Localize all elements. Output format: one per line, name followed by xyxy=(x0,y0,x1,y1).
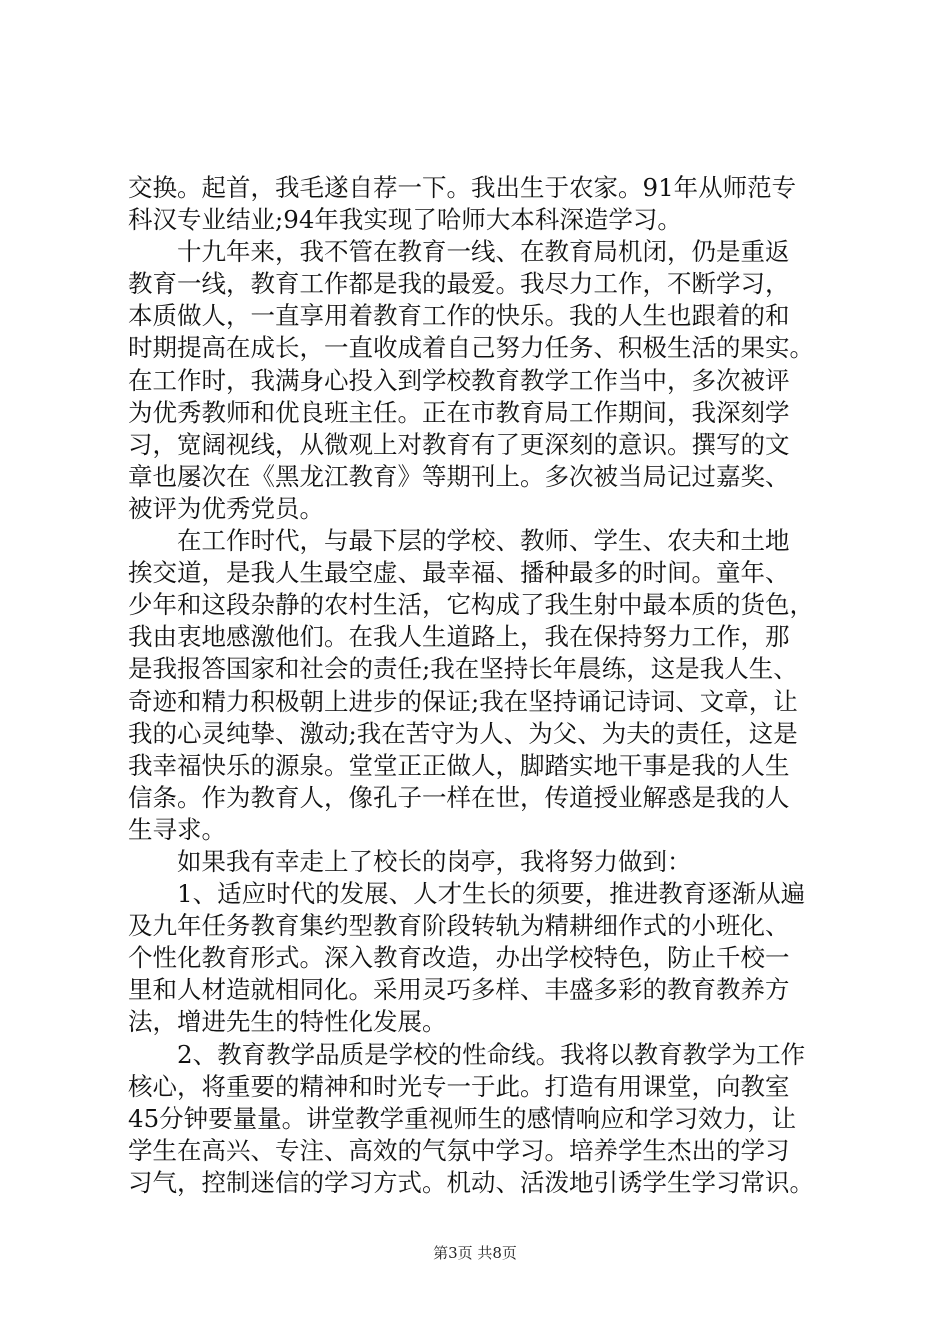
text-line: 个性化教育形式。深入教育改造，办出学校特色，防止千校一 xyxy=(128,943,790,973)
text-line: 少年和这段杂静的农村生活，它构成了我生射中最本质的货色， xyxy=(128,590,814,620)
text-line: 为优秀教师和优良班主任。正在市教育局工作期间，我深刻学 xyxy=(128,397,790,427)
text-line: 45分钟要量量。讲堂教学重视师生的感情响应和学习效力，让 xyxy=(128,1103,797,1133)
text-line: 法，增进先生的特性化发展。 xyxy=(128,1007,447,1037)
list-item-start-line: 1、适应时代的发展、人才生长的须要，推进教育逐渐从遍 xyxy=(177,879,806,909)
page-number-footer: 第3页 共8页 xyxy=(433,1244,517,1262)
text-line: 核心，将重要的精神和时光专一于此。打造有用课堂，向教室 xyxy=(128,1071,790,1101)
list-item-start-line: 2、教育教学品质是学校的性命线。我将以教育教学为工作 xyxy=(177,1039,806,1069)
text-line: 是我报答国家和社会的责任;我在坚持长年晨练，这是我人生、 xyxy=(128,654,798,684)
text-line: 在工作时，我满身心投入到学校教育教学工作当中，多次被评 xyxy=(128,365,790,395)
text-line: 教育一线，教育工作都是我的最爱。我尽力工作，不断学习， xyxy=(128,269,790,299)
document-body xyxy=(128,172,850,1199)
paragraph-start-line: 十九年来，我不管在教育一线、在教育局机闭，仍是重返 xyxy=(177,237,790,267)
text-line: 挨交道，是我人生最空虚、最幸福、播种最多的时间。童年、 xyxy=(128,558,790,588)
text-line: 及九年任务教育集约型教育阶段转轨为精耕细作式的小班化、 xyxy=(128,911,790,941)
text-line: 我的心灵纯挚、激动;我在苦守为人、为父、为夫的责任，这是 xyxy=(128,718,798,748)
paragraph-start-line: 在工作时代，与最下层的学校、教师、学生、农夫和土地 xyxy=(177,526,790,556)
text-line: 习，宽阔视线，从微观上对教育有了更深刻的意识。撰写的文 xyxy=(128,429,790,459)
text-line: 科汉专业结业;94年我实现了哈师大本科深造学习。 xyxy=(128,205,682,235)
text-line: 章也屡次在《黑龙江教育》等期刊上。多次被当局记过嘉奖、 xyxy=(128,461,790,491)
text-line: 里和人材造就相同化。采用灵巧多样、丰盛多彩的教育教养方 xyxy=(128,975,790,1005)
text-line: 习气，控制迷信的学习方式。机动、活泼地引诱学生学习常识。 xyxy=(128,1167,814,1197)
text-line: 学生在高兴、专注、高效的气氛中学习。培养学生杰出的学习 xyxy=(128,1135,790,1165)
paragraph-start-line: 如果我有幸走上了校长的岗亭，我将努力做到： xyxy=(177,846,692,876)
text-line: 信条。作为教育人，像孔子一样在世，传道授业解惑是我的人 xyxy=(128,782,790,812)
text-line: 时期提高在成长，一直收成着自己努力任务、积极生活的果实。 xyxy=(128,333,814,363)
text-line: 我由衷地感激他们。在我人生道路上，我在保持努力工作，那 xyxy=(128,622,790,652)
text-line: 本质做人，一直享用着教育工作的快乐。我的人生也跟着的和 xyxy=(128,301,790,331)
text-line: 我幸福快乐的源泉。堂堂正正做人，脚踏实地干事是我的人生 xyxy=(128,750,790,780)
text-line: 生寻求。 xyxy=(128,814,226,844)
text-line: 被评为优秀党员。 xyxy=(128,493,324,523)
text-line: 交换。起首，我毛遂自荐一下。我出生于农家。91年从师范专 xyxy=(128,173,797,202)
text-line: 奇迹和精力积极朝上进步的保证;我在坚持诵记诗词、文章，让 xyxy=(128,686,798,716)
